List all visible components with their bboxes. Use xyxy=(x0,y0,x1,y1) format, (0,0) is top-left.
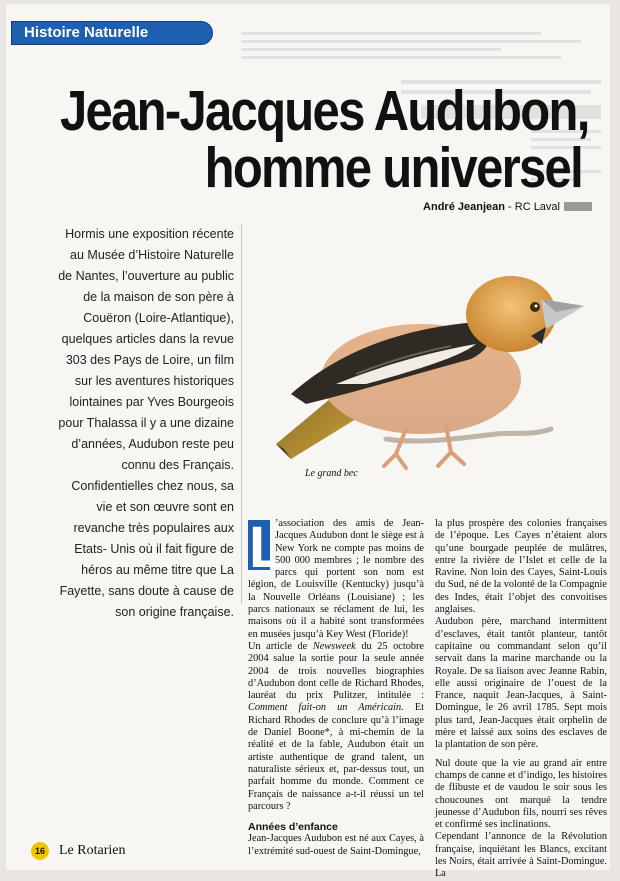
paragraph-text: Un article de xyxy=(248,640,313,652)
paragraph: Nul doute que la vie au grand air entre champs de canne et d’indigo, les histoires de flibuste et de vaudou le soir sous les choucounes ont marqué la tendre jeunesse d’Audubon fils, nourri ses rêves et confirmé ses inclinations. xyxy=(435,757,607,831)
byline-separator: - xyxy=(504,201,515,213)
paragraph: la plus prospère des colonies françaises de l’époque. Les Cayes n’étaient alors qu’une bourgade peuplée de mulâtres, entre la rivière de l’Islet et celle de la Ravine. Non loin des Cayes, Saint-Louis du Sud, né de la volonté de la Compagnie des Indes, était l’objet des convoitises anglaises. xyxy=(435,518,607,616)
paragraph: Cependant l’annonce de la Révolution française, inquiétant les Blancs, excitant les Noirs, était arrivée à Saint-Domingue. La xyxy=(435,831,607,880)
journal-name: Le Rotarien xyxy=(59,843,126,858)
body-column-1 xyxy=(248,515,424,858)
paragraph: Jean-Jacques Audubon est né aux Cayes, à l’extrémité sud-ouest de Saint-Domingue, xyxy=(248,833,424,857)
paragraph xyxy=(248,518,424,641)
paragraph: Audubon père, marchand intermittent d’esclaves, était tantôt planteur, tantôt capitaine ou commandant selon qu’il servait dans la marine marchande ou la Royale. De sa liaison avec Jeanne Rabin, elle aussi originaire de l’ouest de la France, naquit Jean-Jacques, à Saint-Domingue, le 26 avril 1785. Sept mois plus tard, Jean-Jacques était orphelin de mère et laissé aux soins des esclaves de la plantation de son père. xyxy=(435,616,607,751)
page-number: 16 xyxy=(31,842,49,860)
byline xyxy=(423,201,592,213)
paragraph-text: ’association des amis de Jean-Jacques Audubon dont le siège est à New York ne compte pas moins de 500 000 membres ; le nombre des parcs qui portent son nom est légion, de Louisville (Kentucky) jusqu’à la Nouvelle Orléans (Louisiane) ; les parcs nationaux se réclament de lui, les maisons où il a habité sont transformées en musées jusqu’à Key West (Floride)! xyxy=(248,518,424,640)
magazine-page xyxy=(6,4,610,880)
page-footer xyxy=(31,842,125,860)
article-title-line-1: Jean-Jacques Audubon, xyxy=(60,79,589,143)
illustration-caption: Le grand bec xyxy=(305,468,358,479)
body-column-2 xyxy=(435,518,607,881)
column-divider xyxy=(241,224,242,604)
magazine-name: Newsweek xyxy=(312,640,356,652)
byline-bar xyxy=(564,202,592,211)
byline-author: André Jeanjean xyxy=(423,201,505,213)
drop-cap-glyph: L xyxy=(249,515,285,580)
drop-cap xyxy=(248,515,285,580)
section-subhead: Années d’enfance xyxy=(248,821,338,834)
hawfinch-illustration xyxy=(246,244,586,484)
article-title xyxy=(60,79,600,200)
standfirst: Hormis une exposition récente au Musée d’Histoire Naturelle de Nantes, l’ouverture au public de la maison de son père à Couëron (Loire-Atlantique), quelques articles dans la revue 303 des Pays de Loire, un film sur les aventures historiques lointaines par Yves Bourgeois pour Thalassa il y a une dizaine d’années, Audubon reste peu connu des Français. Confidentielles chez nous, sa vie et son œuvre sont en revanche très populaires aux Etats- Unis où il fait figure de héros au même titre que La Fayette, sans doute à cause de son origine française. xyxy=(58,227,234,619)
article-title-line-2: homme universel xyxy=(204,136,582,200)
book-title: Comment fait-on un Américain. xyxy=(248,702,404,714)
paragraph-text: du 25 octobre 2004 salue la sortie pour la seule année 2004 de trois nouvelles biographies d’Audubon dont celle de Richard Rhodes, lauréat du prix Pulitzer, intitulée : xyxy=(248,640,424,702)
paragraph-text: Et Richard Rhodes de conclure qu’à l’image de Daniel Boone*, à mi-chemin de la réalité et de la fable, Audubon était un artiste authentique de grand talent, un naturaliste sérieux et, par-dessus tout, un parfait homme du monde. Comment ce Français de naissance a-t-il réussi un tel parcours ? xyxy=(248,702,424,812)
paragraph xyxy=(248,641,424,813)
section-rubric xyxy=(12,22,212,44)
section-rubric-label: Histoire Naturelle xyxy=(24,24,149,41)
byline-club: RC Laval xyxy=(514,201,560,213)
